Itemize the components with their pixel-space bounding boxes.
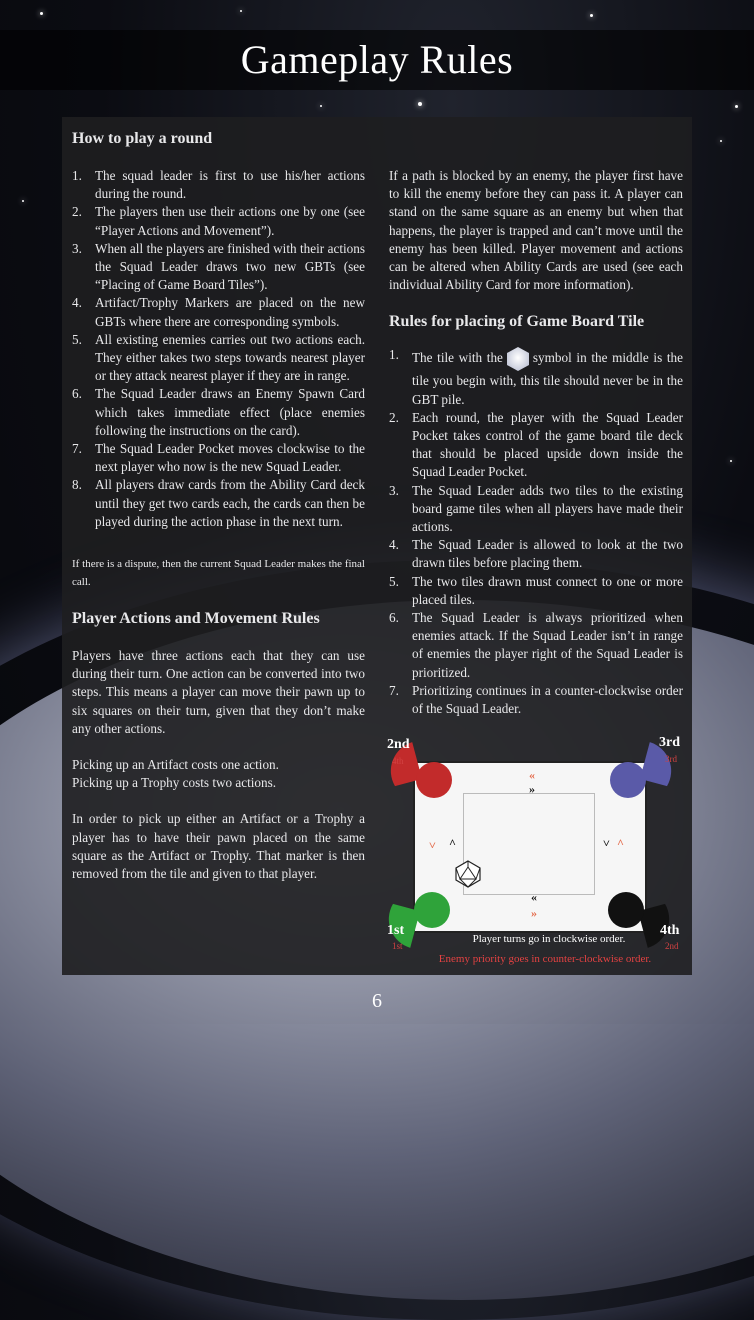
arrow-right-icon: » (531, 906, 537, 920)
item-number: 6. (72, 386, 82, 402)
item-text: The players then use their actions one by one (see “Player Actions and Movement”). (95, 204, 365, 238)
rules-panel (62, 117, 692, 975)
arrow-up-icon: ^ (449, 836, 456, 850)
left-column (72, 117, 365, 883)
list-item (389, 482, 683, 537)
item-text: All players draw cards from the Ability Card deck until they get two cards each, the cards can then be played during the action phase in the next turn. (95, 477, 365, 529)
item-text: Prioritizing continues in a counter-clockwise order of the Squad Leader. (412, 682, 683, 717)
tiles-heading: Rules for placing of Game Board Tile (389, 313, 645, 331)
artifact-cost: Picking up an Artifact costs one action. (72, 757, 279, 773)
pickup-paragraph: In order to pick up either an Artifact or a Trophy a player has to have their pawn placed on the same square as the Artifact or Trophy. That marker is then removed from the tile and given to that player. (72, 811, 365, 882)
item-number: 2. (389, 409, 399, 425)
item-text: The Squad Leader adds two tiles to the existing board game tiles when all players have made their actions. (412, 482, 683, 535)
item-text: Each round, the player with the Squad Leader Pocket takes control of the game board tile deck that should be placed upside down inside the Squad Leader Pocket. (412, 409, 683, 480)
arrow-left-icon: « (529, 768, 535, 782)
position-label-3rd: 3rd (659, 735, 680, 750)
item-text: The Squad Leader is allowed to look at the two drawn tiles before placing them. (412, 537, 683, 571)
list-item (72, 203, 365, 239)
star (735, 105, 738, 108)
position-label-4th: 4th (660, 923, 680, 938)
list-item (389, 682, 683, 718)
item-number: 2. (72, 204, 82, 220)
star (320, 105, 322, 107)
item-text: The Squad Leader is always prioritized when enemies attack. If the Squad Leader isn’t in range of enemies the player right of the Squad Leader is prioritized. (412, 610, 683, 680)
turn-order-diagram (385, 735, 695, 975)
priority-label: 3rd (665, 754, 677, 764)
list-item (389, 536, 683, 572)
list-item (389, 573, 683, 609)
item-text: Artifact/Trophy Markers are placed on the new GBTs where there are corresponding symbols. (95, 295, 365, 329)
page-number: 6 (372, 990, 382, 1012)
list-item (389, 346, 683, 408)
enemy-priority-caption: Enemy priority goes in counter-clockwise order. (438, 953, 652, 965)
item-number: 1. (72, 168, 82, 183)
item-number: 1. (389, 347, 399, 363)
star (240, 10, 242, 12)
list-item (72, 385, 365, 440)
item-number: 5. (72, 331, 82, 347)
item-text: The Squad Leader Pocket moves clockwise to the next player who now is the new Squad Leader. (95, 441, 365, 475)
item-number: 3. (389, 482, 399, 498)
list-item (389, 609, 683, 682)
item-text: When all the players are finished with their actions the Squad Leader draws two new GBTs (see “Placing of Game Board Tiles”). (95, 240, 365, 293)
star (590, 14, 593, 17)
item-number: 4. (72, 295, 82, 311)
position-label-2nd: 2nd (387, 737, 410, 752)
arrow-down-icon: ˅ (429, 838, 436, 852)
item-number: 3. (72, 240, 82, 256)
item-number: 8. (72, 477, 82, 493)
arrow-down-icon: ˅ (603, 836, 610, 850)
item-text: symbol in the middle is the tile you begin with, this tile should never be in the GBT pile. (412, 350, 683, 407)
item-number: 7. (72, 441, 82, 457)
tile-steps-list (389, 346, 683, 718)
list-item (72, 240, 365, 295)
page-title: Gameplay Rules (240, 37, 514, 82)
turn-order-caption: Player turns go in clockwise order. (472, 933, 626, 945)
star (418, 102, 422, 106)
list-item (72, 440, 365, 476)
list-item (72, 167, 365, 203)
round-heading: How to play a round (72, 130, 213, 147)
d20-dice-icon (453, 859, 483, 889)
item-text: All existing enemies carries out two actions each. They either takes two steps towards nearest player or they attack nearest player if they are in range. (95, 331, 365, 384)
item-number: 4. (389, 537, 399, 553)
arrow-up-icon: ^ (617, 836, 624, 850)
item-text: The two tiles drawn must connect to one or more placed tiles. (412, 573, 683, 607)
arrow-right-icon: » (529, 782, 535, 796)
hexagon-start-icon (505, 346, 531, 372)
star (22, 200, 24, 202)
right-column (389, 117, 683, 718)
list-item (72, 294, 365, 330)
list-item (72, 331, 365, 386)
movement-paragraph: Players have three actions each that they can use during their turn. One action can be converted into two steps. This means a player can move their pawn up to six squares on their turn, given that they don’t make any other actions. (72, 648, 365, 736)
item-number: 5. (389, 573, 399, 589)
position-label-1st: 1st (387, 923, 405, 938)
arrow-left-icon: « (531, 890, 537, 904)
list-item (389, 409, 683, 482)
list-item (72, 476, 365, 531)
trophy-cost: Picking up a Trophy costs two actions. (72, 775, 277, 791)
priority-label: 2nd (665, 941, 679, 951)
star (730, 460, 732, 462)
star (40, 12, 43, 15)
item-text: The Squad Leader draws an Enemy Spawn Card which takes immediate effect (place enemies following the instructions on the card). (95, 386, 365, 438)
star (720, 140, 722, 142)
item-text: The squad leader is first to use his/her actions during the round. (95, 168, 365, 202)
priority-label: 4th (392, 756, 404, 766)
item-text: The tile with the (412, 350, 503, 366)
blocked-paragraph: If a path is blocked by an enemy, the player first have to kill the enemy before they can pass it. A player can stand on the same square as an enemy but when that happens, the player is trapped and can’t move until the enemy has been killed. Player movement and actions can be altered when Ability Cards are used (see each individual Ability Card for more information). (389, 168, 683, 293)
item-number: 7. (389, 682, 399, 698)
movement-heading: Player Actions and Movement Rules (72, 610, 320, 628)
round-steps-list (72, 167, 365, 531)
item-number: 6. (389, 610, 399, 626)
dispute-note: If there is a dispute, then the current Squad Leader makes the final call. (72, 558, 365, 589)
priority-label: 1st (392, 941, 403, 951)
